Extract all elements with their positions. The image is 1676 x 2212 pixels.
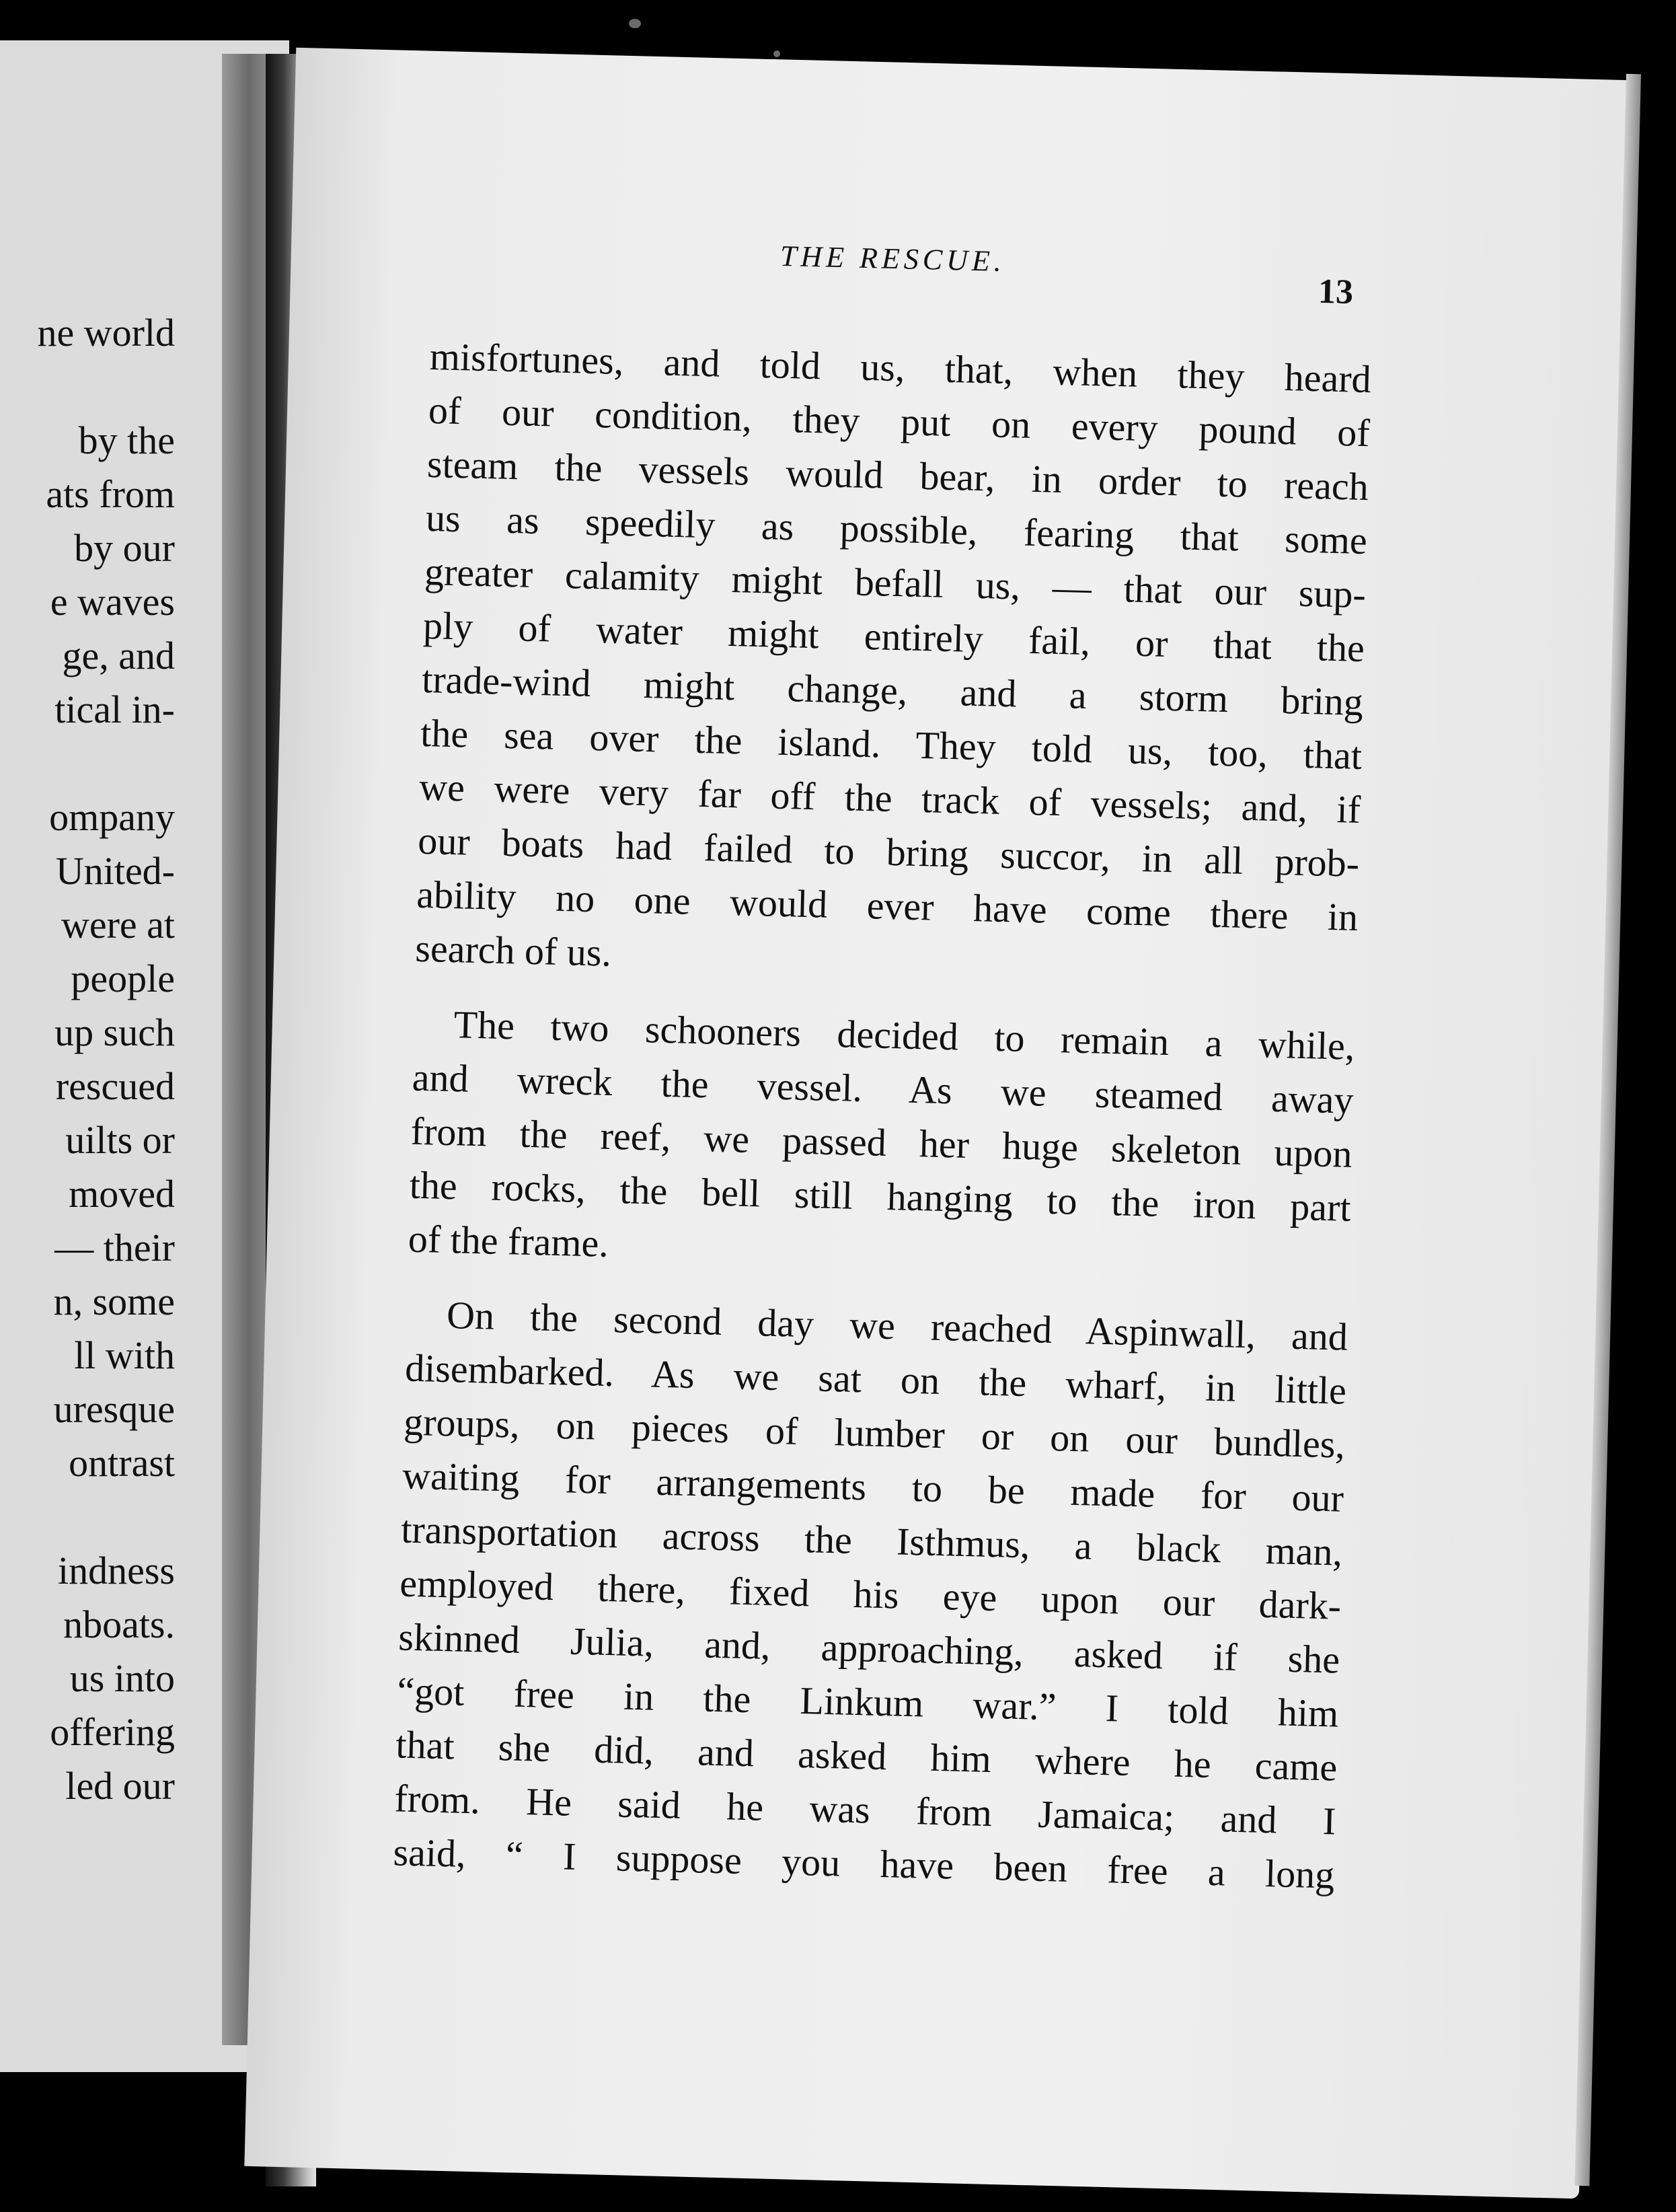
text-line: transportation across the Isthmus, a black man, bbox=[400, 1507, 1343, 1574]
text-line: disembarked. As we sat on the wharf, in little bbox=[404, 1345, 1347, 1413]
text-line: misfortunes, and told us, that, when they heard bbox=[429, 334, 1372, 402]
left-line: ats from bbox=[46, 472, 175, 516]
scan-speck bbox=[773, 50, 780, 57]
text-line: On the second day we reached Aspinwall, and bbox=[446, 1293, 1348, 1359]
text-line: said, “ I suppose you have been free a long bbox=[392, 1830, 1336, 1897]
left-line: indness bbox=[58, 1549, 175, 1592]
left-line: ontrast bbox=[69, 1441, 175, 1485]
text-line: from. He said he was from Jamaica; and I bbox=[393, 1776, 1337, 1843]
text-line: steam the vessels would bear, in order to reach bbox=[426, 441, 1369, 509]
text-line: our boats had failed to bring succor, in all prob- bbox=[417, 818, 1360, 885]
left-line bbox=[0, 360, 175, 414]
left-line: up such bbox=[54, 1010, 175, 1054]
left-line: ge, and bbox=[62, 634, 175, 677]
left-line: ll with bbox=[74, 1333, 175, 1377]
left-line: by our bbox=[74, 526, 175, 570]
left-line: tical in- bbox=[54, 688, 175, 731]
text-line: “got free in the Linkum war.” I told him bbox=[396, 1668, 1339, 1736]
text-line: of the frame. bbox=[408, 1216, 609, 1265]
left-line: moved bbox=[69, 1172, 175, 1216]
text-line: search of us. bbox=[414, 926, 612, 975]
left-line: us into bbox=[69, 1656, 175, 1700]
running-head: THE RESCUE. bbox=[779, 239, 1006, 279]
text-line: greater calamity might befall us, — that our sup- bbox=[424, 549, 1367, 617]
left-line: rescued bbox=[55, 1064, 175, 1108]
paragraph bbox=[393, 1288, 1348, 1903]
left-line: offering bbox=[50, 1710, 175, 1754]
text-line: waiting for arrangements to be made for our bbox=[402, 1453, 1344, 1520]
left-line: uilts or bbox=[65, 1118, 175, 1162]
left-line: nboats. bbox=[63, 1602, 175, 1646]
text-line: employed there, fixed his eye upon our dark- bbox=[399, 1561, 1342, 1628]
text-line: the rocks, the bell still hanging to the iron part bbox=[409, 1163, 1352, 1230]
left-line: by the bbox=[78, 418, 175, 462]
scan-speck bbox=[629, 19, 641, 28]
text-line: the sea over the island. They told us, too, that bbox=[420, 710, 1363, 778]
text-line: ply of water might entirely fail, or that the bbox=[422, 603, 1365, 671]
left-line: e waves bbox=[50, 580, 175, 624]
text-line: and wreck the vessel. As we steamed away bbox=[412, 1055, 1355, 1122]
left-line: United- bbox=[55, 849, 175, 893]
left-line bbox=[0, 737, 175, 790]
paragraph bbox=[415, 330, 1372, 998]
text-line: The two schooners decided to remain a while, bbox=[453, 1002, 1356, 1068]
text-line: trade-wind might change, and a storm bring bbox=[421, 657, 1364, 725]
left-line: — their bbox=[54, 1226, 175, 1269]
text-line: we were very far off the track of vessels; and, if bbox=[418, 764, 1361, 832]
text-line: that she did, and asked him where he came bbox=[395, 1722, 1338, 1790]
left-line bbox=[0, 1490, 175, 1544]
left-line: were at bbox=[61, 903, 175, 947]
text-line: ability no one would ever have come there in bbox=[416, 872, 1359, 939]
page-number: 13 bbox=[1318, 272, 1354, 312]
text-line: us as speedily as possible, fearing that some bbox=[425, 495, 1368, 563]
text-line: skinned Julia, and, approaching, asked if she bbox=[397, 1615, 1340, 1682]
left-line: ompany bbox=[49, 795, 175, 839]
text-line: from the reef, we passed her huge skeleton upon bbox=[410, 1109, 1353, 1176]
text-line: of our condition, they put on every pound of bbox=[428, 388, 1371, 455]
left-line: people bbox=[71, 957, 175, 1000]
left-line: led our bbox=[65, 1764, 175, 1808]
left-line: uresque bbox=[53, 1387, 175, 1431]
left-page-text bbox=[0, 306, 175, 1813]
left-line: ne world bbox=[37, 311, 175, 355]
left-line: n, some bbox=[53, 1280, 175, 1323]
text-line: groups, on pieces of lumber or on our bundles, bbox=[403, 1399, 1346, 1467]
paragraph bbox=[408, 997, 1355, 1289]
right-page-text bbox=[393, 330, 1372, 1903]
